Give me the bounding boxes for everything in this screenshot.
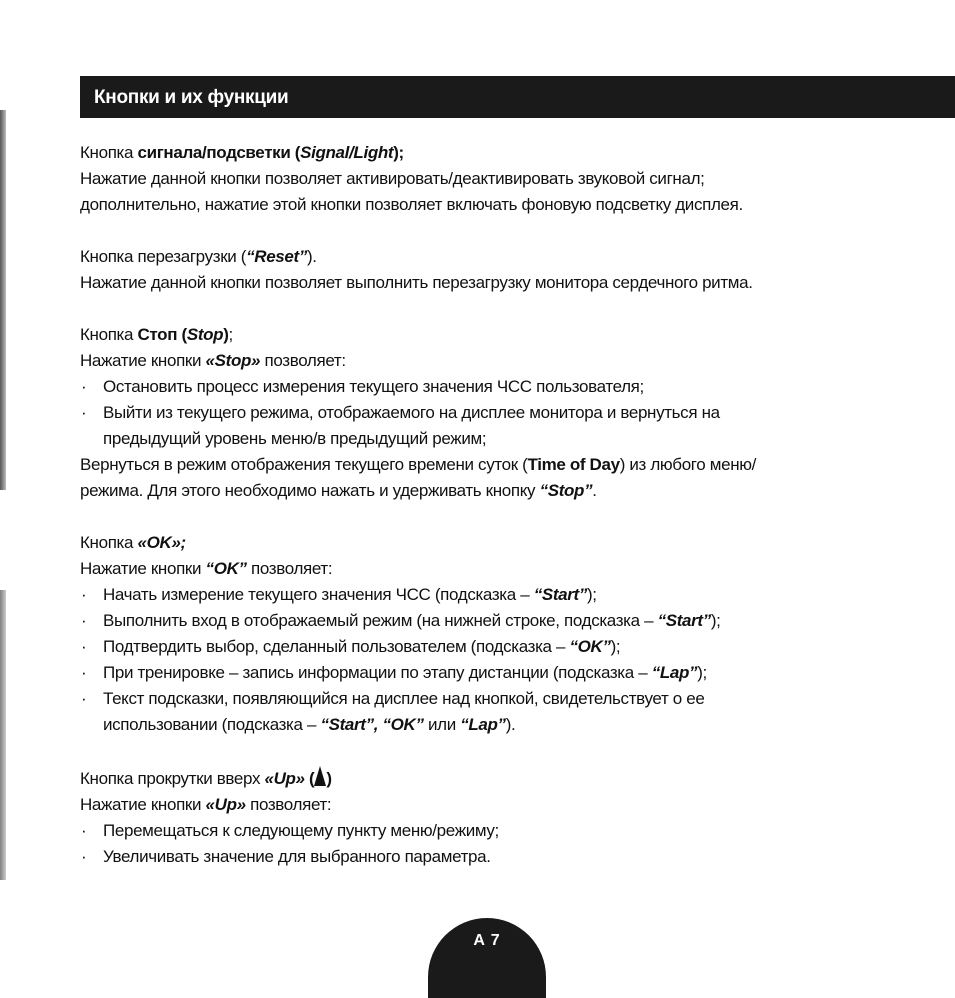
list-item-continuation: предыдущий уровень меню/в предыдущий режим;	[103, 429, 487, 448]
list-item: · Начать измерение текущего значения ЧСС (подсказка – “Start”);	[81, 585, 597, 604]
up-arrow-icon	[314, 766, 326, 786]
signal-desc: дополнительно, нажатие этой кнопки позволяет включать фоновую подсветку дисплея.	[80, 195, 743, 214]
list-item: · Перемещаться к следующему пункту меню/режиму;	[81, 821, 499, 840]
page-edge-shadow	[0, 110, 6, 490]
list-item: · Остановить процесс измерения текущего значения ЧСС пользователя;	[81, 377, 644, 396]
page-edge-shadow	[0, 590, 6, 880]
document-body	[80, 140, 940, 870]
reset-heading: Кнопка перезагрузки (“Reset”).	[80, 247, 317, 266]
list-item: · Выйти из текущего режима, отображаемого на дисплее монитора и вернуться на	[81, 403, 720, 422]
reset-desc: Нажатие данной кнопки позволяет выполнить перезагрузку монитора сердечного ритма.	[80, 273, 753, 292]
signal-heading: Кнопка сигнала/подсветки (Signal/Light);	[80, 143, 404, 162]
ok-press: Нажатие кнопки “OK” позволяет:	[80, 559, 333, 578]
list-item: · Подтвердить выбор, сделанный пользователем (подсказка – “OK”);	[81, 637, 621, 656]
list-item: · Увеличивать значение для выбранного параметра.	[81, 847, 491, 866]
up-press: Нажатие кнопки «Up» позволяет:	[80, 795, 332, 814]
section-title: Кнопки и их функции	[94, 87, 289, 108]
list-item-continuation: использовании (подсказка – “Start”, “OK” или “Lap”).	[103, 715, 516, 734]
list-item: · При тренировке – запись информации по этапу дистанции (подсказка – “Lap”);	[81, 663, 707, 682]
stop-heading: Кнопка Стоп (Stop);	[80, 325, 233, 344]
page-number-tab	[428, 918, 546, 998]
page-number: A 7	[473, 932, 501, 949]
stop-press: Нажатие кнопки «Stop» позволяет:	[80, 351, 346, 370]
section-header	[80, 76, 955, 118]
list-item: · Текст подсказки, появляющийся на дисплее над кнопкой, свидетельствует о ее	[81, 689, 705, 708]
signal-desc: Нажатие данной кнопки позволяет активировать/деактивировать звуковой сигнал;	[80, 169, 705, 188]
ok-heading: Кнопка «OK»;	[80, 533, 186, 552]
list-item: · Выполнить вход в отображаемый режим (на нижней строке, подсказка – “Start”);	[81, 611, 721, 630]
stop-return-text: Вернуться в режим отображения текущего времени суток (Time of Day) из любого меню/	[80, 455, 757, 474]
up-heading: Кнопка прокрутки вверх «Up» ( )	[80, 764, 940, 792]
stop-return-text: режима. Для этого необходимо нажать и удерживать кнопку “Stop”.	[80, 481, 597, 500]
